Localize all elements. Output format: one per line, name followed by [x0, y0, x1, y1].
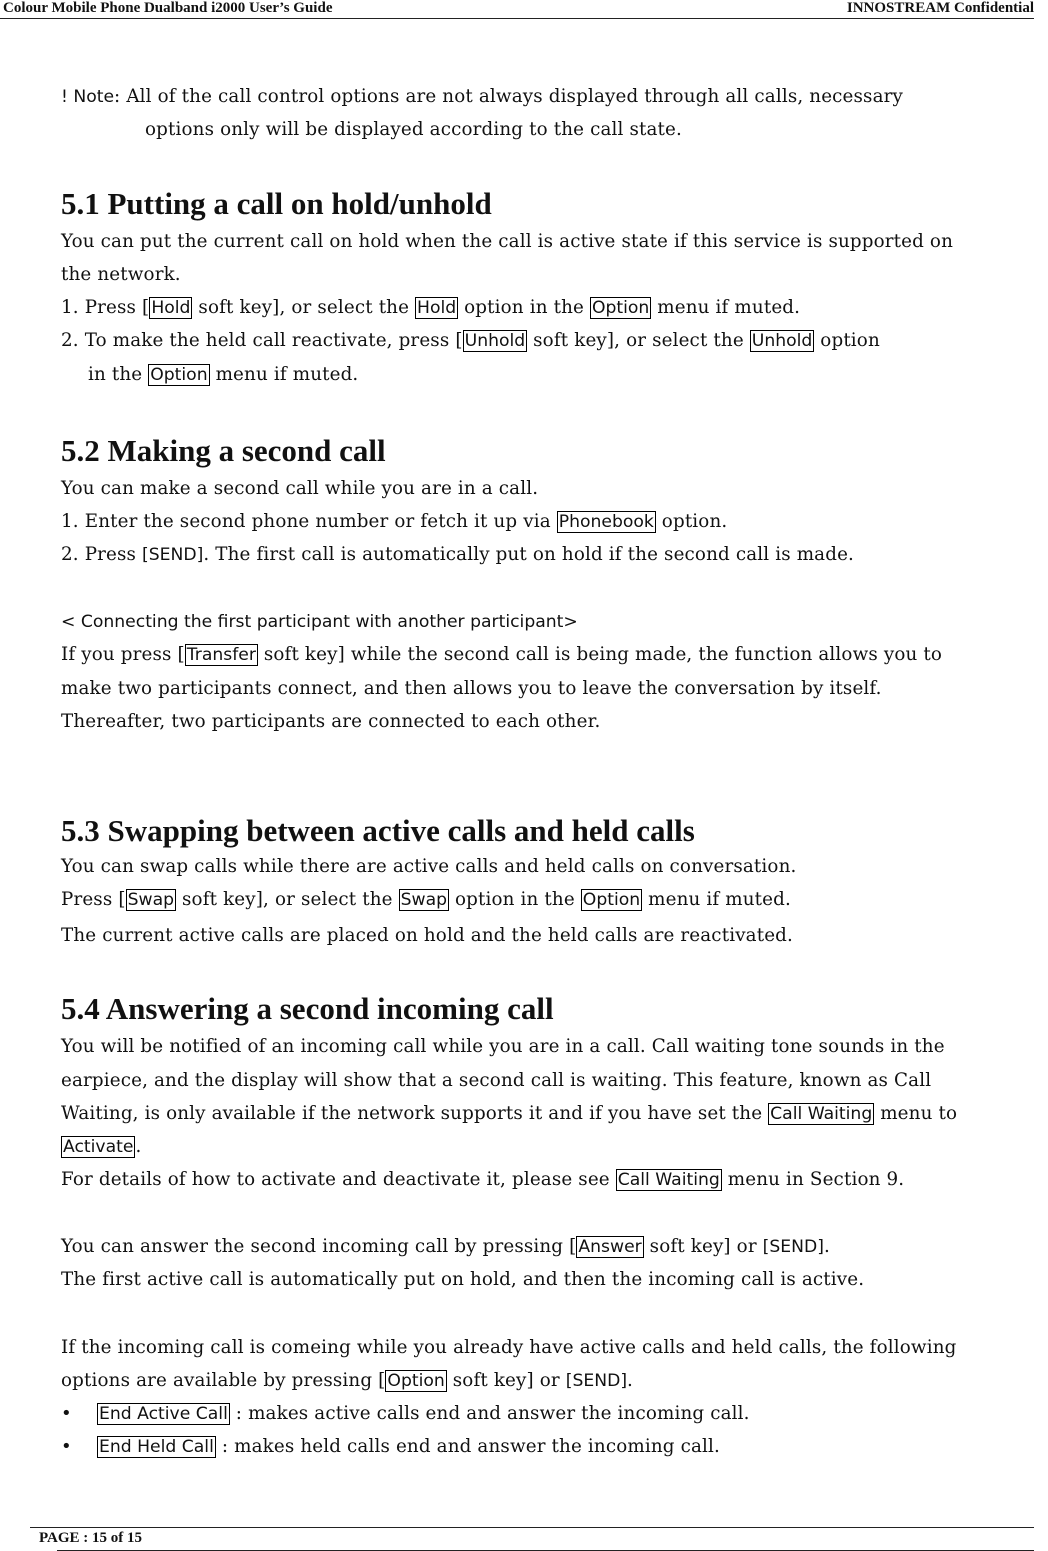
header-confidential: INNOSTREAM Confidential: [846, 0, 1034, 16]
end-held-call-label: End Held Call: [99, 1437, 214, 1457]
section-title-5-2: 5.2 Making a second call: [61, 433, 386, 468]
s54-para-2: earpiece, and the display will show that a second call is waiting. This feature, known as Call: [61, 1070, 932, 1091]
s52-subheading: < Connecting the first participant with another participant>: [61, 612, 578, 632]
option-key-label: Option: [387, 1371, 445, 1391]
call-waiting-menu-label: Call Waiting: [617, 1170, 720, 1190]
s54-para-3: Waiting, is only available if the network supports it and if you have set the Call Waiting menu to: [61, 1103, 958, 1124]
s52-transfer-line-2: make two participants connect, and then allows you to leave the conversation by itself.: [61, 678, 882, 699]
s52-transfer-line-1: If you press [ Transfer soft key] while the second call is being made, the function allows you to: [61, 644, 943, 665]
send-key-label: [SEND]: [142, 545, 204, 565]
unhold-option-label: Unhold: [751, 331, 813, 351]
s54-incoming-line-2: options are available by pressing [ Option soft key] or [SEND].: [61, 1370, 633, 1391]
end-active-call-label: End Active Call: [99, 1404, 228, 1424]
note-line-2: options only will be displayed according to the call state.: [145, 119, 682, 140]
unhold-key-label: Unhold: [464, 331, 526, 351]
send-key-label: [SEND]: [762, 1237, 824, 1257]
section-title-5-1: 5.1 Putting a call on hold/unhold: [61, 186, 492, 221]
footer-rule-top: [30, 1527, 1034, 1528]
s52-transfer-line-3: Thereafter, two participants are connected to each other.: [61, 711, 601, 732]
s54-answer-line-1: You can answer the second incoming call by pressing [ Answer soft key] or [SEND].: [61, 1236, 830, 1257]
section-title-5-4: 5.4 Answering a second incoming call: [61, 991, 554, 1026]
option-menu-label: Option: [591, 298, 650, 318]
s54-para-1: You will be notified of an incoming call while you are in a call. Call waiting tone sounds in the: [61, 1036, 945, 1057]
s54-para-4: Activate .: [63, 1136, 142, 1157]
s52-step-1: 1. Enter the second phone number or fetch it up via Phonebook option.: [61, 511, 728, 532]
transfer-key-label: Transfer: [186, 645, 256, 665]
bullet-dot-icon: •: [61, 1436, 72, 1457]
option-menu-label: Option: [582, 890, 641, 910]
s51-step-1: 1. Press [ Hold soft key], or select the Hold option in the Option menu if muted.: [61, 297, 801, 318]
s51-para-2: the network.: [61, 264, 181, 285]
s53-step: Press [ Swap soft key], or select the Swap option in the Option menu if muted.: [61, 889, 791, 910]
hold-key-label: Hold: [151, 298, 191, 318]
s51-para-1: You can put the current call on hold when the call is active state if this service is supported on: [61, 231, 954, 252]
s51-step-2-cont: in the Option menu if muted.: [88, 364, 359, 385]
option-menu-label: Option: [150, 365, 208, 385]
swap-option-label: Swap: [400, 890, 448, 910]
answer-key-label: Answer: [578, 1237, 642, 1257]
section-title-5-3: 5.3 Swapping between active calls and held calls: [61, 813, 695, 848]
page-number: PAGE : 15 of 15: [39, 1530, 143, 1546]
activate-label: Activate: [63, 1137, 134, 1157]
list-item-end-held-call: End Held Call : makes held calls end and answer the incoming call.: [99, 1436, 720, 1457]
s53-para-2: The current active calls are placed on hold and the held calls are reactivated.: [61, 925, 793, 946]
s52-para-1: You can make a second call while you are in a call.: [61, 478, 539, 499]
s53-para-1: You can swap calls while there are active calls and held calls on conversation.: [61, 856, 797, 877]
swap-key-label: Swap: [127, 890, 175, 910]
s51-step-2: 2. To make the held call reactivate, press [ Unhold soft key], or select the Unhold option: [61, 330, 880, 351]
s54-para-5: For details of how to activate and deactivate it, please see Call Waiting menu in Section 9.: [61, 1169, 905, 1190]
header-doc-title: Colour Mobile Phone Dualband i2000 User’s Guide: [3, 0, 333, 16]
bullet-dot-icon: •: [61, 1403, 72, 1424]
call-waiting-menu-label: Call Waiting: [770, 1104, 873, 1124]
s52-step-2: 2. Press [SEND]. The first call is automatically put on hold if the second call is made.: [61, 544, 855, 565]
hold-option-label: Hold: [417, 298, 457, 318]
send-key-label: [SEND]: [565, 1371, 628, 1391]
s54-incoming-line-1: If the incoming call is comeing while you already have active calls and held calls, the following: [61, 1337, 957, 1358]
note-label: ! Note: [61, 87, 115, 107]
note-line-1: ! Note: All of the call control options are not always displayed through all calls, necessary: [61, 86, 903, 107]
phonebook-option-label: Phonebook: [558, 512, 654, 532]
s54-answer-line-2: The first active call is automatically put on hold, and then the incoming call is active.: [61, 1269, 865, 1290]
page-header: [0, 0, 1034, 19]
list-item-end-active-call: End Active Call : makes active calls end and answer the incoming call.: [99, 1403, 750, 1424]
